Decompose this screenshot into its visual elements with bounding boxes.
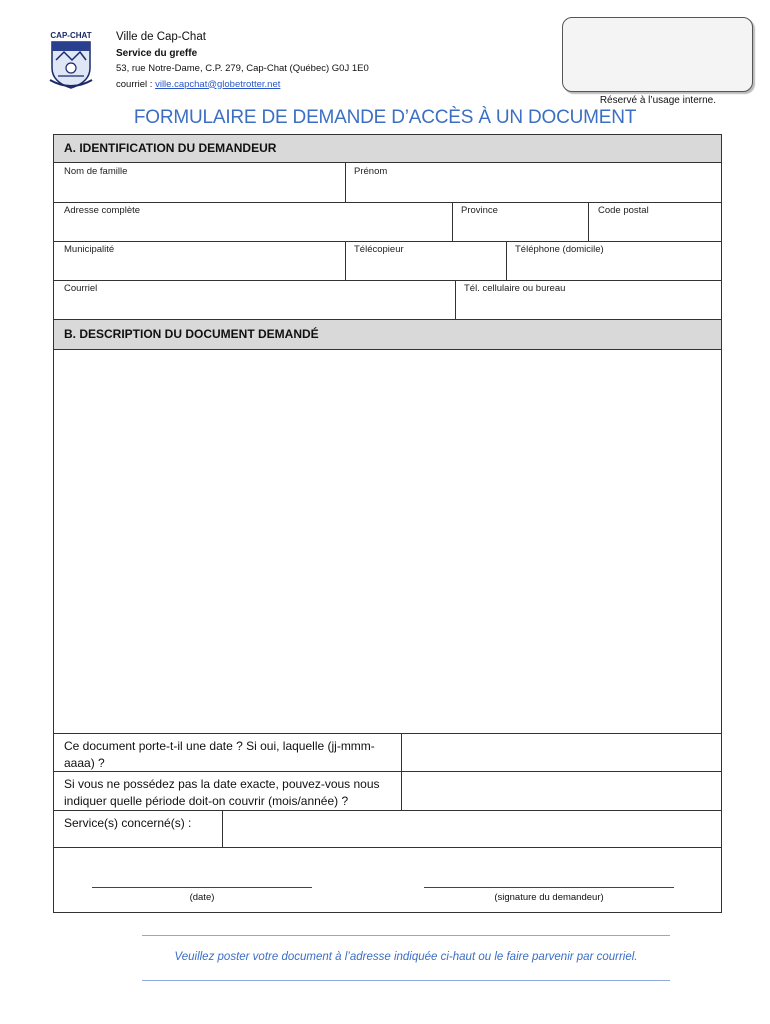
footer-top-rule: [142, 935, 670, 936]
email-prefix: courriel :: [116, 78, 156, 90]
org-address: 53, rue Notre-Dame, C.P. 279, Cap-Chat (Québec) G0J 1E0: [116, 63, 369, 74]
home-phone-label: Téléphone (domicile): [515, 244, 604, 255]
cell-phone-label: Tél. cellulaire ou bureau: [464, 283, 566, 294]
date-question: Ce document porte-t-il une date ? Si oui, laquelle (jj-mmm-aaaa) ?: [64, 739, 375, 770]
signature-line: [424, 887, 674, 888]
province-label: Province: [461, 205, 498, 216]
date-line: [92, 887, 312, 888]
first-name-label: Prénom: [354, 166, 388, 177]
internal-use-box: [562, 17, 753, 92]
section-b-heading: B. DESCRIPTION DU DOCUMENT DEMANDÉ: [54, 320, 721, 350]
org-info: [116, 30, 369, 92]
postal-code-label: Code postal: [598, 205, 649, 216]
period-question: Si vous ne possédez pas la date exacte, pouvez-vous nous indiquer quelle période doit-on couvrir (mois/année) ?: [64, 777, 380, 808]
org-name: Ville de Cap-Chat: [116, 31, 206, 43]
org-email-line: [116, 77, 369, 93]
date-caption: (date): [189, 892, 215, 903]
logo-text: CAP-CHAT: [50, 31, 92, 40]
email-label: Courriel: [64, 283, 98, 294]
last-name-label: Nom de famille: [64, 166, 128, 177]
signature-caption: (signature du demandeur): [494, 892, 604, 903]
org-department: Service du greffe: [116, 47, 198, 59]
section-a-heading: A. IDENTIFICATION DU DEMANDEUR: [54, 135, 721, 163]
footer-bottom-rule: [142, 980, 670, 981]
municipality-label: Municipalité: [64, 244, 115, 255]
address-label: Adresse complète: [64, 205, 141, 216]
fax-label: Télécopieur: [354, 244, 404, 255]
form-title: FORMULAIRE DE DEMANDE D’ACCÈS À UN DOCUMENT: [133, 107, 637, 128]
city-logo: [46, 30, 96, 92]
services-question: Service(s) concerné(s) :: [64, 816, 192, 830]
email-link[interactable]: ville.capchat@globetrotter.net: [155, 78, 281, 90]
footer-note: Veuillez poster votre document à l’adresse indiquée ci-haut ou le faire parvenir par courriel.: [174, 951, 638, 963]
internal-use-label: Réservé à l’usage interne.: [599, 95, 716, 106]
request-form: [53, 134, 722, 913]
